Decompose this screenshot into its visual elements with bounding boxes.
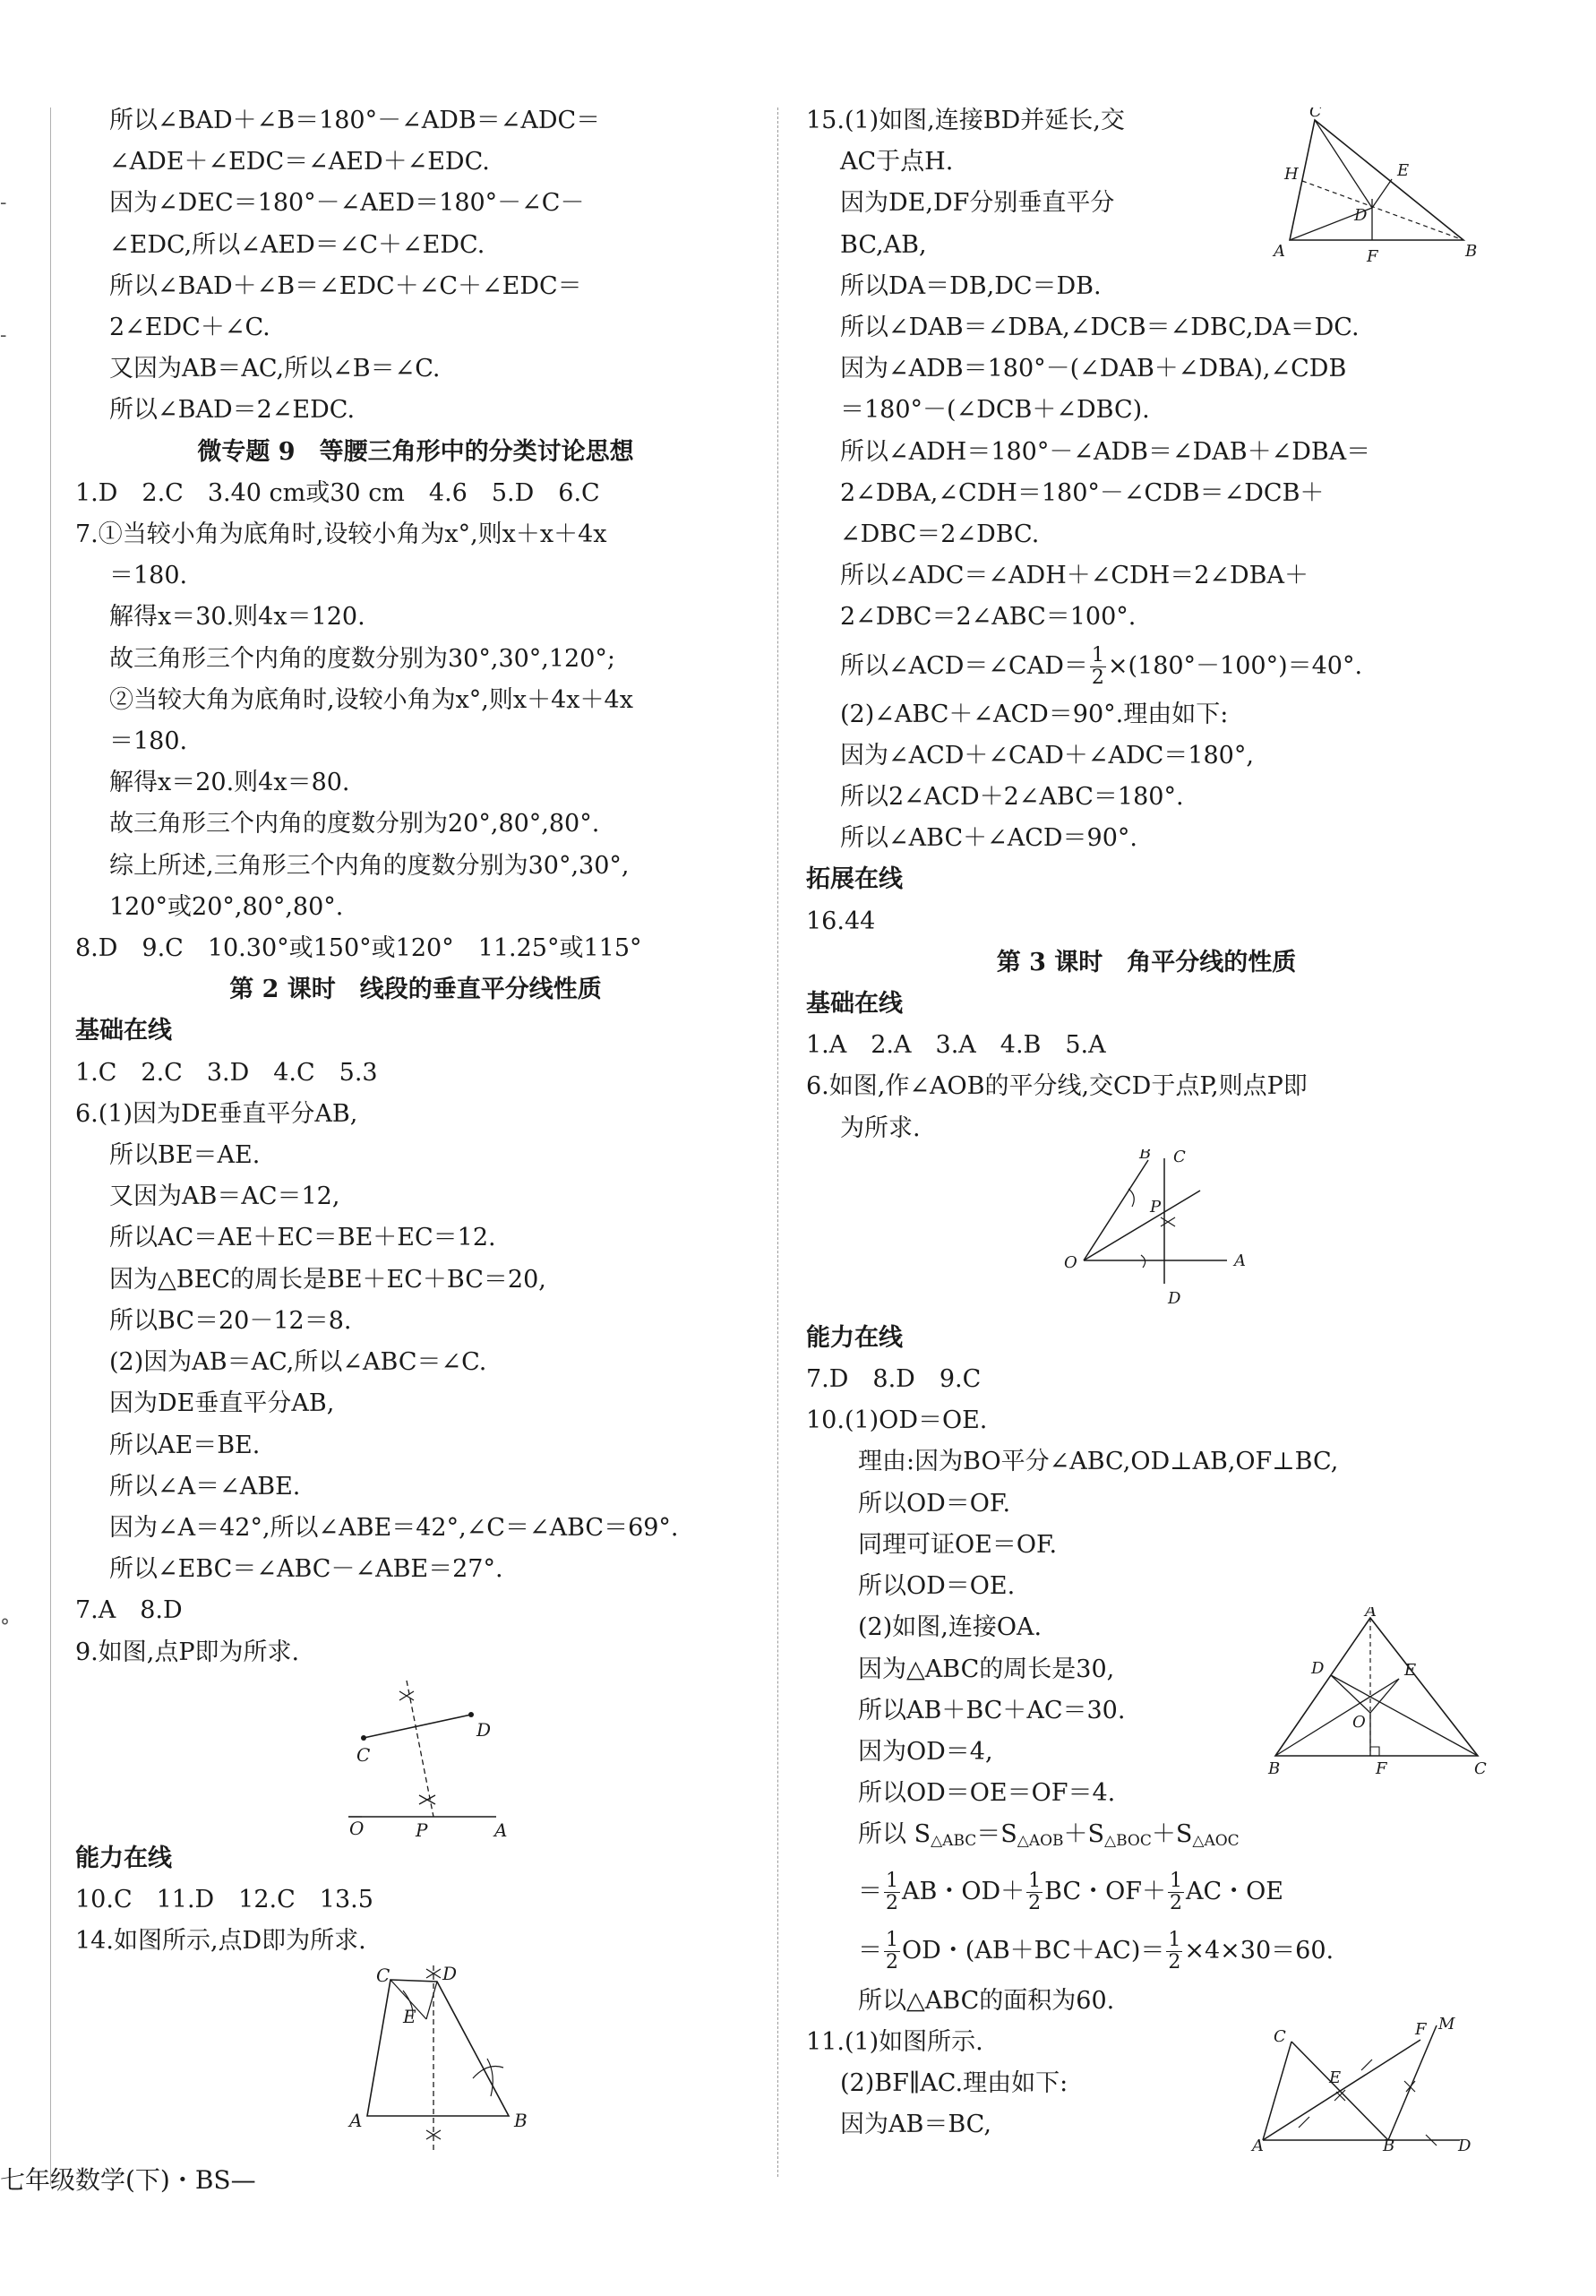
text-line: 所以∠ADC＝∠ADH＋∠CDH＝2∠DBA＋: [840, 562, 1309, 590]
text-line: BC,AB,: [840, 230, 927, 259]
text-line: 所以OD＝OF.: [858, 1489, 1011, 1518]
denominator: 2: [1028, 1891, 1042, 1914]
fraction: [884, 1870, 900, 1914]
point-label: F: [1367, 247, 1378, 266]
text-segment: ×4×30＝60.: [1184, 1936, 1334, 1965]
text-line: 所以BE＝AE.: [109, 1141, 261, 1170]
lesson-title: 第 3 课时 角平分线的性质: [996, 948, 1297, 976]
figure-q6: [806, 1149, 1487, 1318]
text-segment: ＝S: [976, 1820, 1017, 1849]
point-label: C: [1474, 1759, 1487, 1778]
text-line: 因为△ABC的周长是30,: [858, 1655, 1115, 1683]
point-label: D: [1458, 2136, 1472, 2151]
text-line: 所以∠ABC＋∠ACD＝90°.: [840, 824, 1137, 853]
text-line: 理由:因为BO平分∠ABC,OD⊥AB,OF⊥BC,: [858, 1448, 1339, 1476]
point-label: A: [494, 1819, 508, 1838]
answer-line: 10.(1)OD＝OE.: [806, 1406, 988, 1435]
point-label: A: [1234, 1251, 1246, 1270]
answer-line: 15.(1)如图,连接BD并延长,交: [806, 107, 1125, 134]
answer-line: 8.D 9.C 10.30°或150°或120° 11.25°或115°: [75, 934, 642, 963]
point-label: D: [1168, 1288, 1181, 1308]
text-segment: 所以 S: [858, 1820, 931, 1849]
left-column: [75, 100, 756, 2150]
edge-mark: -: [0, 192, 7, 214]
point-label: C: [356, 1743, 371, 1766]
answer-line: 7.A 8.D: [75, 1596, 183, 1625]
text-line: 解得x＝20.则4x＝80.: [109, 769, 350, 797]
text-line: 又因为AB＝AC＝12,: [109, 1182, 340, 1211]
text-line: 2∠DBA,∠CDH＝180°－∠CDB＝∠DCB＋: [840, 478, 1325, 507]
text-line: (2)BF∥AC.理由如下:: [840, 2068, 1068, 2097]
answer-line: 6.如图,作∠AOB的平分线,交CD于点P,则点P即: [806, 1072, 1308, 1101]
point-label: F: [1376, 1759, 1387, 1778]
text-segment: ×(180°－100°)＝40°.: [1107, 651, 1363, 680]
text-line: 因为∠A＝42°,所以∠ABE＝42°,∠C＝∠ABC＝69°.: [109, 1513, 679, 1542]
fraction: [1168, 1870, 1184, 1914]
text-line: 所以∠BAD＝2∠EDC.: [109, 396, 356, 425]
point-label: O: [1064, 1252, 1077, 1272]
answer-line: 9.如图,点P即为所求.: [75, 1638, 300, 1666]
text-segment: ＋S: [1063, 1820, 1105, 1849]
point-label: C: [1173, 1148, 1186, 1166]
text-segment: ＝: [858, 1877, 882, 1905]
text-line: (2)因为AB＝AC,所以∠ABC＝∠C.: [109, 1348, 487, 1377]
answer-line: 16.44: [806, 907, 876, 935]
point-label: H: [1284, 165, 1299, 184]
text-line: 同理可证OE＝OF.: [858, 1530, 1058, 1559]
text-line: 所以△ABC的面积为60.: [858, 1986, 1115, 2015]
point-label: B: [1465, 242, 1478, 261]
numerator: 1: [886, 1869, 898, 1892]
text-line: 因为DE垂直平分AB,: [109, 1389, 335, 1418]
numerator: 1: [1168, 1928, 1181, 1951]
text-line: 因为DE,DF分别垂直平分: [840, 189, 1115, 218]
lesson-title: 第 2 课时 线段的垂直平分线性质: [229, 976, 602, 1004]
text-segment: AB・OD＋: [902, 1877, 1025, 1905]
numerator: 1: [1170, 1869, 1182, 1892]
fraction-line: [806, 639, 1487, 694]
section-label: 能力在线: [806, 1323, 903, 1352]
text-segment: BC・OF＋: [1044, 1877, 1166, 1905]
text-line: 因为OD＝4,: [858, 1737, 993, 1766]
point-label: A: [349, 2110, 363, 2132]
text-line: ＝180°－(∠DCB＋∠DBC).: [840, 396, 1150, 425]
numerator: 1: [1091, 643, 1104, 666]
point-label: P: [1150, 1197, 1162, 1217]
answer-line: 1.D 2.C 3.40 cm或30 cm 4.6 5.D 6.C: [75, 478, 600, 507]
text-line: 所以∠ADH＝180°－∠ADB＝∠DAB＋∠DBA＝: [840, 437, 1371, 466]
column-divider: [777, 107, 778, 2177]
text-line: AC于点H.: [840, 148, 954, 176]
denominator: 2: [1170, 1891, 1182, 1914]
text-line: 因为∠ACD＋∠CAD＋∠ADC＝180°,: [840, 741, 1254, 770]
text-line: 因为AB＝BC,: [840, 2111, 991, 2139]
answer-line: 7.①当较小角为底角时,设较小角为x°,则x＋x＋4x: [75, 520, 607, 549]
answer-line: 6.(1)因为DE垂直平分AB,: [75, 1099, 358, 1128]
right-column: [806, 100, 1487, 2151]
point-label: D: [442, 1963, 458, 1985]
denominator: 2: [886, 1950, 898, 1974]
point-label: P: [416, 1819, 428, 1838]
numerator: 1: [886, 1928, 898, 1951]
point-label: O: [1352, 1713, 1366, 1733]
text-line: ＝180.: [109, 727, 188, 756]
text-line: 所以AC＝AE＋EC＝BE＋EC＝12.: [109, 1224, 496, 1252]
edge-mark: -: [0, 324, 7, 347]
fraction: [1090, 645, 1106, 689]
denominator: 2: [1168, 1950, 1181, 1974]
answer-line: 7.D 8.D 9.C: [806, 1365, 982, 1394]
fraction: [1166, 1930, 1182, 1974]
text-line: 故三角形三个内角的度数分别为20°,80°,80°.: [109, 810, 600, 838]
answer-line: 14.如图所示,点D即为所求.: [75, 1927, 366, 1956]
text-line: 所以DA＝DB,DC＝DB.: [840, 271, 1102, 300]
section-label: 基础在线: [806, 990, 903, 1019]
text-line: ∠ADE＋∠EDC＝∠AED＋∠EDC.: [109, 148, 490, 176]
point-label: M: [1438, 2016, 1455, 2034]
text-line: 所以∠DAB＝∠DBA,∠DCB＝∠DBC,DA＝DC.: [840, 314, 1360, 342]
subscript: △ABC: [931, 1832, 977, 1851]
point-label: O: [349, 1817, 365, 1838]
margin-rule: [50, 107, 51, 2186]
point-label: D: [476, 1718, 492, 1741]
point-label: D: [1354, 206, 1368, 225]
point-label: C: [1274, 2026, 1286, 2046]
text-line: 又因为AB＝AC,所以∠B＝∠C.: [109, 355, 441, 383]
subscript: △AOB: [1017, 1832, 1064, 1851]
figure-q9: [75, 1673, 756, 1838]
text-line: 2∠EDC＋∠C.: [109, 314, 270, 342]
text-line: 为所求.: [840, 1114, 921, 1142]
text-segment: 所以∠ACD＝∠CAD＝: [840, 651, 1088, 680]
text-line: 综上所述,三角形三个内角的度数分别为30°,30°,: [109, 851, 630, 880]
figure-q14: [75, 1962, 756, 2150]
text-segment: ＋S: [1151, 1820, 1193, 1849]
page-footer: 七年级数学(下)・BS—: [0, 2165, 256, 2195]
text-line: 所以∠BAD＋∠B＝180°－∠ADB＝∠ADC＝: [109, 107, 601, 134]
text-line: 所以2∠ACD＋2∠ABC＝180°.: [840, 783, 1184, 812]
point-label: C: [376, 1965, 390, 1987]
edge-mark: °: [0, 1616, 10, 1638]
text-segment: ＝: [858, 1936, 882, 1965]
point-label: E: [1397, 161, 1410, 180]
area-line: [806, 1922, 1487, 1981]
text-line: 解得x＝30.则4x＝120.: [109, 603, 365, 632]
point-label: B: [514, 2110, 528, 2132]
text-line: ∠EDC,所以∠AED＝∠C＋∠EDC.: [109, 230, 485, 259]
text-line: ＝180.: [109, 562, 188, 590]
section-label: 拓展在线: [806, 865, 903, 894]
text-line: ∠DBC＝2∠DBC.: [840, 520, 1040, 549]
text-line: 所以∠A＝∠ABE.: [109, 1472, 301, 1501]
answer-line: 1.A 2.A 3.A 4.B 5.A: [806, 1031, 1106, 1060]
point-label: A: [1252, 2136, 1264, 2151]
point-label: F: [1415, 2019, 1427, 2039]
text-segment: AC・OE: [1186, 1877, 1284, 1905]
answer-line: 10.C 11.D 12.C 13.5: [75, 1885, 373, 1913]
text-line: ②当较大角为底角时,设较小角为x°,则x＋4x＋4x: [109, 685, 633, 714]
point-label: E: [403, 2006, 416, 2028]
point-label: B: [1383, 2136, 1395, 2151]
text-line: 所以OD＝OE.: [858, 1572, 1016, 1601]
area-line: [806, 1814, 1487, 1862]
text-line: 因为∠DEC＝180°－∠AED＝180°－∠C－: [109, 189, 585, 218]
text-line: 所以BC＝20－12＝8.: [109, 1306, 352, 1335]
text-line: 故三角形三个内角的度数分别为30°,30°,120°;: [109, 644, 616, 673]
point-label: E: [1404, 1661, 1417, 1681]
text-line: 因为∠ADB＝180°－(∠DAB＋∠DBA),∠CDB: [840, 355, 1347, 383]
point-label: B: [1268, 1759, 1281, 1778]
section-label: 能力在线: [75, 1844, 172, 1872]
q11-block: [806, 2016, 1487, 2151]
text-line: (2)如图,连接OA.: [858, 1613, 1043, 1642]
denominator: 2: [1091, 666, 1104, 689]
text-line: 所以AE＝BE.: [109, 1431, 261, 1459]
point-label: A: [1274, 242, 1285, 261]
q10-block: [806, 1607, 1487, 1814]
subscript: △BOC: [1104, 1832, 1152, 1851]
topic-title: 微专题 9 等腰三角形中的分类讨论思想: [197, 437, 634, 466]
fraction: [1026, 1870, 1043, 1914]
text-line: 所以∠BAD＋∠B＝∠EDC＋∠C＋∠EDC＝: [109, 271, 582, 300]
answer-line: 1.C 2.C 3.D 4.C 5.3: [75, 1058, 378, 1087]
answer-line: 11.(1)如图所示.: [806, 2027, 983, 2056]
text-line: (2)∠ABC＋∠ACD＝90°.理由如下:: [840, 700, 1229, 728]
section-label: 基础在线: [75, 1017, 172, 1045]
text-line: 120°或20°,80°,80°.: [109, 892, 344, 921]
denominator: 2: [886, 1891, 898, 1914]
point-label: B: [1139, 1148, 1152, 1163]
fraction: [884, 1930, 900, 1974]
text-segment: OD・(AB＋BC＋AC)＝: [902, 1936, 1165, 1965]
text-line: 所以AB＋BC＋AC＝30.: [858, 1696, 1126, 1724]
numerator: 1: [1028, 1869, 1042, 1892]
point-label: D: [1311, 1659, 1325, 1679]
text-line: 所以∠EBC＝∠ABC－∠ABE＝27°.: [109, 1555, 503, 1584]
point-label: C: [1309, 107, 1322, 121]
text-line: 因为△BEC的周长是BE＋EC＋BC＝20,: [109, 1265, 546, 1294]
text-line: 2∠DBC＝2∠ABC＝100°.: [840, 603, 1137, 632]
point-label: E: [1329, 2068, 1342, 2087]
point-label: A: [1365, 1607, 1377, 1621]
text-line: 所以OD＝OE＝OF＝4.: [858, 1779, 1116, 1808]
area-line: [806, 1862, 1487, 1922]
subscript: △AOC: [1192, 1832, 1240, 1851]
